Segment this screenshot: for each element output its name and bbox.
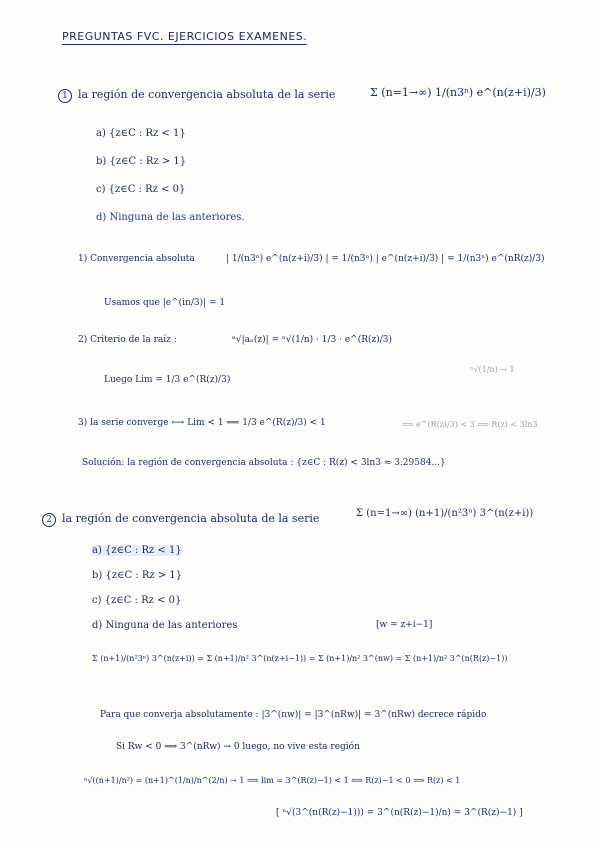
q1-prompt: la región de convergencia absoluta de la serie: [78, 88, 336, 101]
q2-option-d: d) Ninguna de las anteriores: [92, 620, 238, 631]
q2-chain: Σ (n+1)/(n²3ⁿ) 3^(n(z+i)) = Σ (n+1)/n² 3^(n(z+i−1)) = Σ (n+1)/n² 3^(nw) = Σ (n+1)/n² 3^(n(R(z)−1)): [92, 654, 508, 663]
q1-option-b: b) {z∈C : Rz > 1}: [96, 156, 187, 167]
q1-solution: Solución: la región de convergencia absoluta : {z∈C : R(z) < 3ln3 ≈ 3.29584...}: [82, 458, 446, 468]
q1-number: 1: [58, 89, 72, 103]
q2-bracket: [ ⁿ√(3^(n(R(z)−1))) = 3^(n(R(z)−1)/n) = 3^(R(z)−1) ]: [276, 808, 523, 818]
q2-series: Σ (n=1→∞) (n+1)/(n²3ⁿ) 3^(n(z+i)): [356, 508, 534, 519]
q2-option-c: c) {z∈C : Rz < 0}: [92, 595, 182, 606]
q1-option-a: a) {z∈C : Rz < 1}: [96, 128, 186, 139]
q1-step3-faint: ⟹ e^(R(z)/3) < 3 ⟹ R(z) < 3ln3: [402, 420, 538, 429]
q2-prompt: la región de convergencia absoluta de la serie: [62, 512, 320, 525]
q1-step3: 3) la serie converge ⟷ Lim < 1 ⟹ 1/3 e^(R(z)/3) < 1: [78, 418, 326, 428]
q1-option-d: d) Ninguna de las anteriores.: [96, 212, 245, 223]
q2-abs-note: Para que converja absolutamente : |3^(nw)| = |3^(nRw)| = 3^(nRw) decrece rápido: [100, 710, 487, 720]
q1-step2-label: 2) Criterio de la raíz :: [78, 335, 177, 345]
q2-root-line: ⁿ√((n+1)/n²) = (n+1)^(1/n)/n^(2/n) → 1 ⟹ lim = 3^(R(z)−1) < 1 ⟺ R(z)−1 < 0 ⟹ R(z) < 1: [84, 776, 461, 785]
q1-step1-label: 1) Convergencia absoluta: [78, 254, 195, 264]
q2-number: 2: [42, 513, 56, 527]
q1-option-c: c) {z∈C : Rz < 0}: [96, 184, 186, 195]
q2-option-a: [92, 545, 182, 556]
q1-step1-note: Usamos que |e^(in/3)| = 1: [104, 298, 226, 308]
q1-step2-result: Luego Lim = 1/3 e^(R(z)/3): [104, 375, 231, 385]
q1-series: Σ (n=1→∞) 1/(n3ⁿ) e^(n(z+i)/3): [370, 86, 546, 99]
q2-option-b: b) {z∈C : Rz > 1}: [92, 570, 183, 581]
q2-option-a-text: a) {z∈C : Rz < 1}: [92, 545, 182, 556]
q1-step2-expr: ⁿ√|aₙ(z)| = ⁿ√(1/n) · 1/3 · e^(R(z)/3): [232, 335, 393, 345]
q2-heading: [42, 512, 319, 527]
q1-heading: [58, 88, 335, 103]
q2-lim-note: Si Rw < 0 ⟹ 3^(nRw) → 0 luego, no vive esta región: [116, 742, 360, 752]
page-title: [62, 30, 307, 43]
q1-step1-expr: | 1/(n3ⁿ) e^(n(z+i)/3) | = 1/(n3ⁿ) | e^(n(z+i)/3) | = 1/(n3ⁿ) e^(nR(z)/3): [226, 254, 545, 264]
q1-step2-faint: ⁿ√(1/n) → 1: [470, 365, 515, 374]
page-title-text: PREGUNTAS FVC. EJERCICIOS EXAMENES.: [62, 30, 308, 43]
q2-substitution: [w = z+i−1]: [376, 620, 433, 630]
